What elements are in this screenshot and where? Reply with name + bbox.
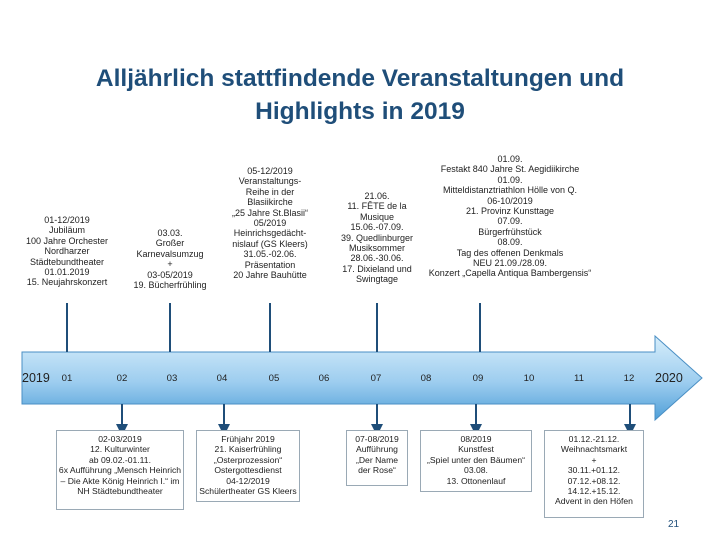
- event-aug-kunstfest: 08/2019 Kunstfest „Spiel unter den Bäumen“ 03.08. 13. Ottonenlauf: [420, 430, 532, 492]
- year-end-label: 2020: [655, 371, 683, 385]
- month-label: 01: [61, 373, 73, 384]
- month-label: 04: [216, 373, 228, 384]
- event-jul-name-der-rose: 07-08/2019 Aufführung „Der Name der Rose“: [346, 430, 408, 486]
- month-label: 02: [116, 373, 128, 384]
- month-label: 11: [574, 373, 584, 384]
- event-jun-fete-de-la-musique: 21.06. 11. FÊTE de la Musique 15.06.-07.09. 39. Quedlinburger Musiksommer 28.06.-30.06. 17. Dixieland und Swingtage: [340, 191, 414, 285]
- page-number: 21: [668, 519, 680, 530]
- month-label: 12: [623, 373, 635, 384]
- event-mar-carnival: 03.03. Großer Karnevalsumzug + 03-05/2019 19. Bücherfrühling: [133, 228, 207, 291]
- month-label: 08: [420, 373, 432, 384]
- month-label: 09: [472, 373, 484, 384]
- month-label: 03: [166, 373, 178, 384]
- title-line-2: Highlights in 2019: [255, 98, 465, 125]
- event-jan-orchestra: 01-12/2019 Jubiläum 100 Jahre Orchester Nordharzer Städtebundtheater 01.01.2019 15. Neujahrskonzert: [25, 215, 109, 288]
- event-may-blasii: 05-12/2019 Veranstaltungs- Reihe in der Blasiikirche „25 Jahre St.Blasii“ 05/2019 Heinrichsgedächt- nislauf (GS Kleers) 31.05.-02.06. Präsentation 20 Jahre Bauhütte: [231, 166, 309, 281]
- event-apr-kaiserfruehling: Frühjahr 2019 21. Kaiserfrühling „Osterprozession“ Ostergottesdienst 04-12/2019 Schülertheater GS Kleers: [196, 430, 300, 502]
- year-start-label: 2019: [22, 371, 50, 385]
- event-sep-highlights: 01.09. Festakt 840 Jahre St. Aegidiikirche 01.09. Mitteldistanztriathlon Hölle von Q. 06-10/2019 21. Provinz Kunsttage 07.09. Bürgerfrühstück 08.09. Tag des offenen Denkmals NEU 21.09./28.09. Konzert „Capella Antiqua Bambergensis“: [428, 154, 592, 279]
- event-feb-kulturwinter: 02-03/2019 12. Kulturwinter ab 09.02.-01.11. 6x Aufführung „Mensch Heinrich – Die Akte König Heinrich I.“ im NH Städtebundtheater: [56, 430, 184, 510]
- month-label: 06: [318, 373, 330, 384]
- month-label: 05: [268, 373, 280, 384]
- title-line-1: Alljährlich stattfindende Veranstaltungen und: [95, 65, 625, 92]
- month-label: 07: [370, 373, 382, 384]
- event-dec-weihnachtsmarkt: 01.12.-21.12. Weihnachtsmarkt + 30.11.+01.12. 07.12.+08.12. 14.12.+15.12. Advent in den Höfen: [544, 430, 644, 518]
- month-label: 10: [523, 373, 535, 384]
